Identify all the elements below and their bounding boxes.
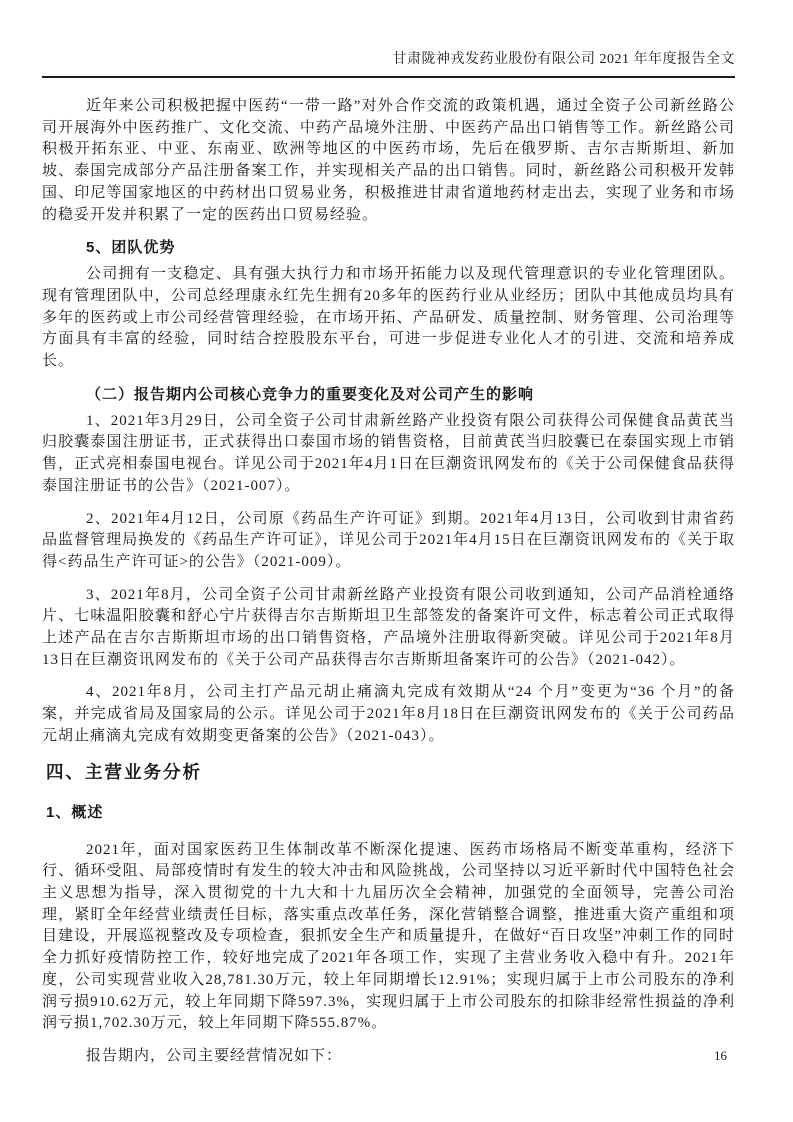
heading-overview: 1、概述 xyxy=(46,803,104,821)
paragraph-management-team: 公司拥有一支稳定、具有强大执行力和市场开拓能力以及现代管理意识的专业化管理团队。现有管理团队中，公司总经理康永红先生拥有20多年的医药行业从业经历；团队中其他成员均具有多年的医药或上市公司经营管理经验，在市场开拓、产品研发、质量控制、财务管理、公司治理等方面具有丰富的经验，同时结合控股股东平台，可进一步促进专业化人才的引进、交流和培养成长。 xyxy=(42,266,735,370)
heading-core-competitiveness-changes: （二）报告期内公司核心竞争力的重要变化及对公司产生的影响 xyxy=(86,385,535,403)
heading-main-business-analysis: 四、主营业务分析 xyxy=(46,761,202,782)
paragraph-thailand-registration: 1、2021年3月29日，公司全资子公司甘肃新丝路产业投资有限公司获得公司保健食品黄芪当归胶囊泰国注册证书，正式获得出口泰国市场的销售资格，目前黄芪当归胶囊已在泰国实现上市销售，正式亮相泰国电视台。详见公司于2021年4月1日在巨潮资讯网发布的《关于公司保健食品获得泰国注册证书的公告》（2021-007）。 xyxy=(42,412,735,494)
paragraph-operating-situation-intro: 报告期内，公司主要经营情况如下： xyxy=(86,1047,343,1064)
heading-team-advantage: 5、团队优势 xyxy=(86,239,176,257)
paragraph-2021-operating-results: 2021年，面对国家医药卫生体制改革不断深化提速、医药市场格局不断变革重构，经济下行、循环受阻、局部疫情时有发生的较大冲击和风险挑战，公司坚持以习近平新时代中国特色社会主义思想为指导，深入贯彻党的十九大和十九届历次全会精神，加强党的全面领导，完善公司治理，紧盯全年经营业绩责任目标，落实重点改革任务，深化营销整合调整，推进重大资产重组和项目建设，开展巡视整改及专项检查，狠抓安全生产和质量提升，在做好“百日攻坚”冲刺工作的同时全力抓好疫情防控工作，较好地完成了2021年各项工作，实现了主营业务收入稳中有升。2021年度，公司实现营业收入28,781.30万元，较上年同期增长12.91%；实现归属于上市公司股东的净利润亏损910.62万元，较上年同期下降597.3%，实现归属于上市公司股东的扣除非经常性损益的净利润亏损1,702.30万元，较上年同期下降555.87%。 xyxy=(42,841,735,1032)
paragraph-kyrgyzstan-filing: 3、2021年8月，公司全资子公司甘肃新丝路产业投资有限公司收到通知，公司产品消栓通络片、七味温阳胶囊和舒心宁片获得吉尔吉斯斯坦卫生部签发的备案许可文件，标志着公司正式取得上述产品在吉尔吉斯斯坦市场的出口销售资格，产品境外注册取得新突破。详见公司于2021年8月13日在巨潮资讯网发布的《关于公司产品获得吉尔吉斯斯坦备案许可的公告》（2021-042）。 xyxy=(42,586,735,668)
paragraph-validity-period-change: 4、2021年8月，公司主打产品元胡止痛滴丸完成有效期从“24 个月”变更为“36 个月”的备案，并完成省局及国家局的公示。详见公司于2021年8月18日在巨潮资讯网发布的《关于公司药品元胡止痛滴丸完成有效期变更备案的公告》（2021-043）。 xyxy=(42,684,735,744)
paragraph-belt-and-road-overseas-trade: 近年来公司积极把握中医药“一带一路”对外合作交流的政策机遇，通过全资子公司新丝路公司开展海外中医药推广、文化交流、中药产品境外注册、中医药产品出口销售等工作。新丝路公司积极开拓东亚、中亚、东南亚、欧洲等地区的中医药市场，先后在俄罗斯、吉尔吉斯斯坦、新加坡、泰国完成部分产品注册备案工作，并实现相关产品的出口销售。同时，新丝路公司积极开发韩国、印尼等国家地区的中药材出口贸易业务，积极推进甘肃省道地药材走出去，实现了业务和市场的稳妥开发并积累了一定的医药出口贸易经验。 xyxy=(42,98,735,223)
report-header-title: 甘肃陇神戎发药业股份有限公司 2021 年年度报告全文 xyxy=(42,50,735,78)
report-body xyxy=(42,78,735,1068)
paragraph-drug-production-license: 2、2021年4月12日，公司原《药品生产许可证》到期。2021年4月13日，公司收到甘肃省药品监督管理局换发的《药品生产许可证》，详见公司于2021年4月15日在巨潮资讯网发布的《关于取得<药品生产许可证>的公告》（2021-009）。 xyxy=(42,510,735,570)
page-number: 16 xyxy=(714,1048,727,1063)
